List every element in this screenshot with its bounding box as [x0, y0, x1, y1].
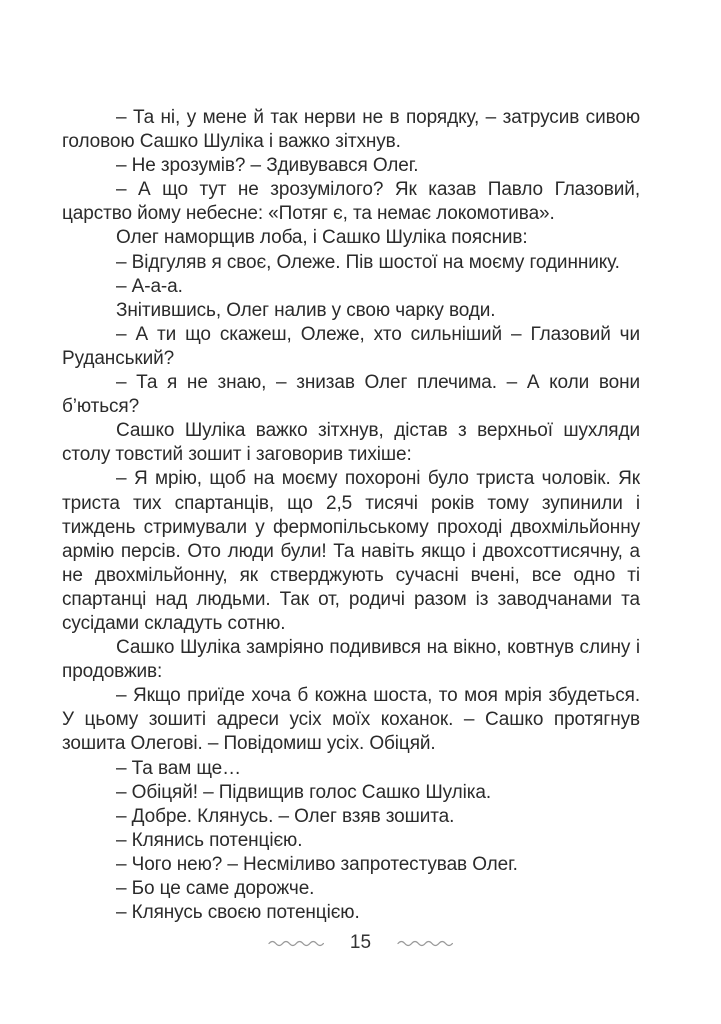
paragraph: – Бо це саме дорожче. [116, 878, 315, 899]
paragraph: – А ти що скажеш, Олеже, хто сильніший – Глазовий чи Руданський? [62, 323, 640, 369]
page-footer [0, 930, 721, 956]
text-block [62, 106, 640, 925]
paragraph: – Та вам ще… [116, 757, 242, 779]
paragraph: – Клянусь своєю потенцією. [116, 902, 360, 924]
paragraph: – Добре. Клянусь. – Олег взяв зошита. [116, 805, 455, 827]
paragraph: Знітившись, Олег налив у свою чарку води. [116, 299, 496, 321]
page-number: 15 [349, 932, 372, 953]
paragraph: – Не зрозумів? – Здивувався Олег. [116, 155, 419, 177]
wavy-divider-right-icon [397, 938, 453, 948]
paragraph: – Та ні, у мене й так нерви не в порядку, – затрусив сивою головою Сашко Шуліка і важко зітхнув. [62, 107, 640, 153]
paragraph: Сашко Шуліка замріяно подивився на вікно, ковтнув слину і продовжив: [62, 637, 640, 683]
paragraph: – А-а-а. [116, 275, 183, 297]
paragraph: – А що тут не зрозумілого? Як казав Павло Глазовий, царство йому небесне: «Потяг є, та немає локомотива». [62, 179, 640, 225]
paragraph: Сашко Шуліка важко зітхнув, дістав з верхньої шухляди столу товстий зошит і заговорив тихіше: [62, 420, 640, 466]
paragraph: – Обіцяй! – Підвищив голос Сашко Шуліка. [116, 781, 492, 803]
wavy-divider-left-icon [268, 938, 324, 948]
paragraph: – Відгуляв я своє, Олеже. Пів шостої на моєму годиннику. [116, 251, 620, 273]
paragraph: Олег наморщив лоба, і Сашко Шуліка пояснив: [116, 227, 528, 249]
paragraph: – Я мрію, щоб на моєму похороні було триста чоловік. Як триста тих спартанців, що 2,5 тисячі років тому зупинили і тиждень стримували у фермопільському проході двохмільйонну армію персів. Ото люди були! Та навіть якщо і двохсоттисячну, а не двохмільйонну, як стверджують сучасні вчені, все одно ті спартанці над людьми. Так от, родичі разом із заводчанами та сусідами складуть сотню. [62, 468, 640, 634]
paragraph: – Клянись потенцією. [116, 829, 303, 851]
paragraph: – Якщо приїде хоча б кожна шоста, то моя мрія збудеться. У цьому зошиті адреси усіх моїх коханок. – Сашко протягнув зошита Олегові. – Повідомиш усіх. Обіцяй. [62, 685, 640, 755]
paragraph: – Та я не знаю, – знизав Олег плечима. – А коли вони б’ються? [62, 372, 640, 418]
paragraph: – Чого нею? – Несміливо запротестував Олег. [116, 853, 518, 875]
